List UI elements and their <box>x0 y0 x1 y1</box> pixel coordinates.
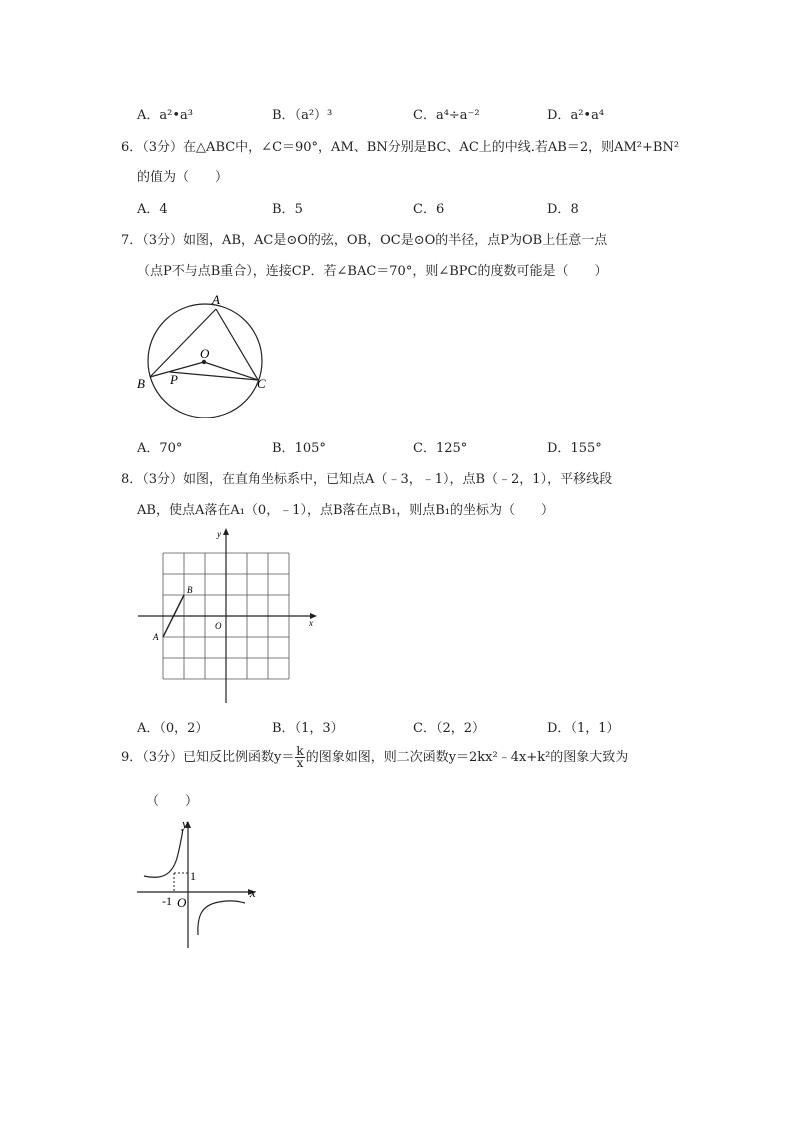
option-text: （1，1） <box>570 721 620 736</box>
tick-label-1: 1 <box>190 869 196 883</box>
x-axis-label: x <box>309 618 313 628</box>
hyperbola-figure <box>132 815 267 955</box>
question-number: 9． <box>121 750 143 765</box>
question-number: 8． <box>121 472 143 487</box>
y-axis-arrow <box>223 528 229 535</box>
option-letter: C． <box>413 202 436 217</box>
option-text: 155° <box>570 441 602 456</box>
question-8-stem-line1 <box>121 468 612 487</box>
label-a: A <box>212 292 220 307</box>
grid-figure <box>135 525 325 710</box>
origin-label: O <box>177 895 187 910</box>
question-number: 6． <box>121 140 143 155</box>
option-text: 5 <box>294 202 303 217</box>
option-text: 8 <box>570 202 579 217</box>
option-text: （2，2） <box>435 721 485 736</box>
q7-option-c <box>413 437 467 456</box>
option-expr: a²•a⁴ <box>570 108 605 123</box>
circle-figure <box>130 288 280 418</box>
q5-option-c <box>413 104 480 123</box>
option-letter: D． <box>547 108 571 123</box>
tick-label-neg-1: -1 <box>162 894 172 908</box>
question-text: （3分）在△ABC中，∠C＝90°，AM、BN分别是BC、AC上的中线.若AB＝2，则AM²+BN² <box>142 140 680 155</box>
q8-option-b <box>272 717 344 736</box>
question-6-stem-line1 <box>121 136 679 155</box>
q6-option-d <box>547 198 579 217</box>
option-expr: （a²）³ <box>294 108 333 123</box>
option-letter: D． <box>547 721 571 736</box>
question-text: （3分）已知反比例函数y＝ <box>142 750 295 765</box>
question-8-stem-line2: AB，使点A落在A₁（0，﹣1），点B落在点B₁，则点B₁的坐标为（ ） <box>137 503 555 518</box>
fraction-numerator: k <box>296 744 304 758</box>
option-text: 125° <box>435 441 468 456</box>
option-text: 70° <box>159 441 183 456</box>
label-o: O <box>200 346 210 361</box>
option-letter: D． <box>547 441 571 456</box>
q8-option-c <box>413 717 485 736</box>
origin-label: O <box>215 621 222 631</box>
option-expr: a²•a³ <box>159 108 193 123</box>
y-axis-label: y <box>217 529 221 539</box>
option-letter: C． <box>413 108 436 123</box>
q5-option-b <box>272 104 332 123</box>
fraction-denominator: x <box>296 756 304 770</box>
chord-ac <box>216 309 258 380</box>
option-text: （1，3） <box>294 721 344 736</box>
label-b: B <box>137 376 145 391</box>
hyperbola-branch-lower-right <box>198 901 245 935</box>
question-9-stem-line2: （ ） <box>146 794 199 809</box>
x-axis-label: x <box>250 885 256 900</box>
chord-ab <box>150 309 216 377</box>
q8-option-a <box>137 717 208 736</box>
option-letter: A． <box>137 202 160 217</box>
option-text: 105° <box>294 441 326 456</box>
option-letter: B． <box>272 721 295 736</box>
label-b: B <box>187 585 193 595</box>
question-6-stem-line2: 的值为（ ） <box>137 170 229 185</box>
question-number: 7． <box>121 233 143 248</box>
option-letter: C． <box>413 721 436 736</box>
option-letter: A． <box>137 441 160 456</box>
option-letter: B． <box>272 108 295 123</box>
question-text: （3分）如图，在直角坐标系中，已知点A（﹣3，﹣1），点B（﹣2，1），平移线段 <box>142 472 613 487</box>
y-axis-label: y <box>182 816 188 831</box>
question-text: （3分）如图，AB，AC是⊙O的弦，OB，OC是⊙O的半径，点P为OB上任意一点 <box>142 233 608 248</box>
option-text: 6 <box>435 202 445 217</box>
option-letter: A． <box>137 108 160 123</box>
q6-option-b <box>272 198 303 217</box>
hyperbola-branch-upper-left <box>144 829 183 877</box>
fraction-k-over-x <box>295 746 304 769</box>
question-9-stem-line1 <box>121 746 628 769</box>
q8-option-d <box>547 717 619 736</box>
option-letter: C． <box>413 441 436 456</box>
option-text: （0，2） <box>159 721 209 736</box>
q7-option-a <box>137 437 182 456</box>
q5-option-d <box>547 104 604 123</box>
option-letter: B． <box>272 202 295 217</box>
label-p: P <box>170 372 178 387</box>
option-text: 4 <box>159 202 168 217</box>
question-text-suffix: 的图象如图，则二次函数y＝2kx²﹣4x+k²的图象大致为 <box>305 750 629 765</box>
q7-option-d <box>547 437 602 456</box>
q6-option-c <box>413 198 444 217</box>
label-c: C <box>257 376 266 391</box>
option-letter: D． <box>547 202 571 217</box>
q6-option-a <box>137 198 168 217</box>
option-letter: B． <box>272 441 295 456</box>
label-a: A <box>153 632 159 642</box>
question-7-stem-line2: （点P不与点B重合），连接CP．若∠BAC＝70°，则∠BPC的度数可能是（ ） <box>137 264 608 279</box>
question-7-stem-line1 <box>121 229 607 248</box>
q5-option-a <box>137 104 193 123</box>
option-expr: a⁴÷a⁻² <box>435 108 480 123</box>
q7-option-b <box>272 437 326 456</box>
option-letter: A． <box>137 721 160 736</box>
